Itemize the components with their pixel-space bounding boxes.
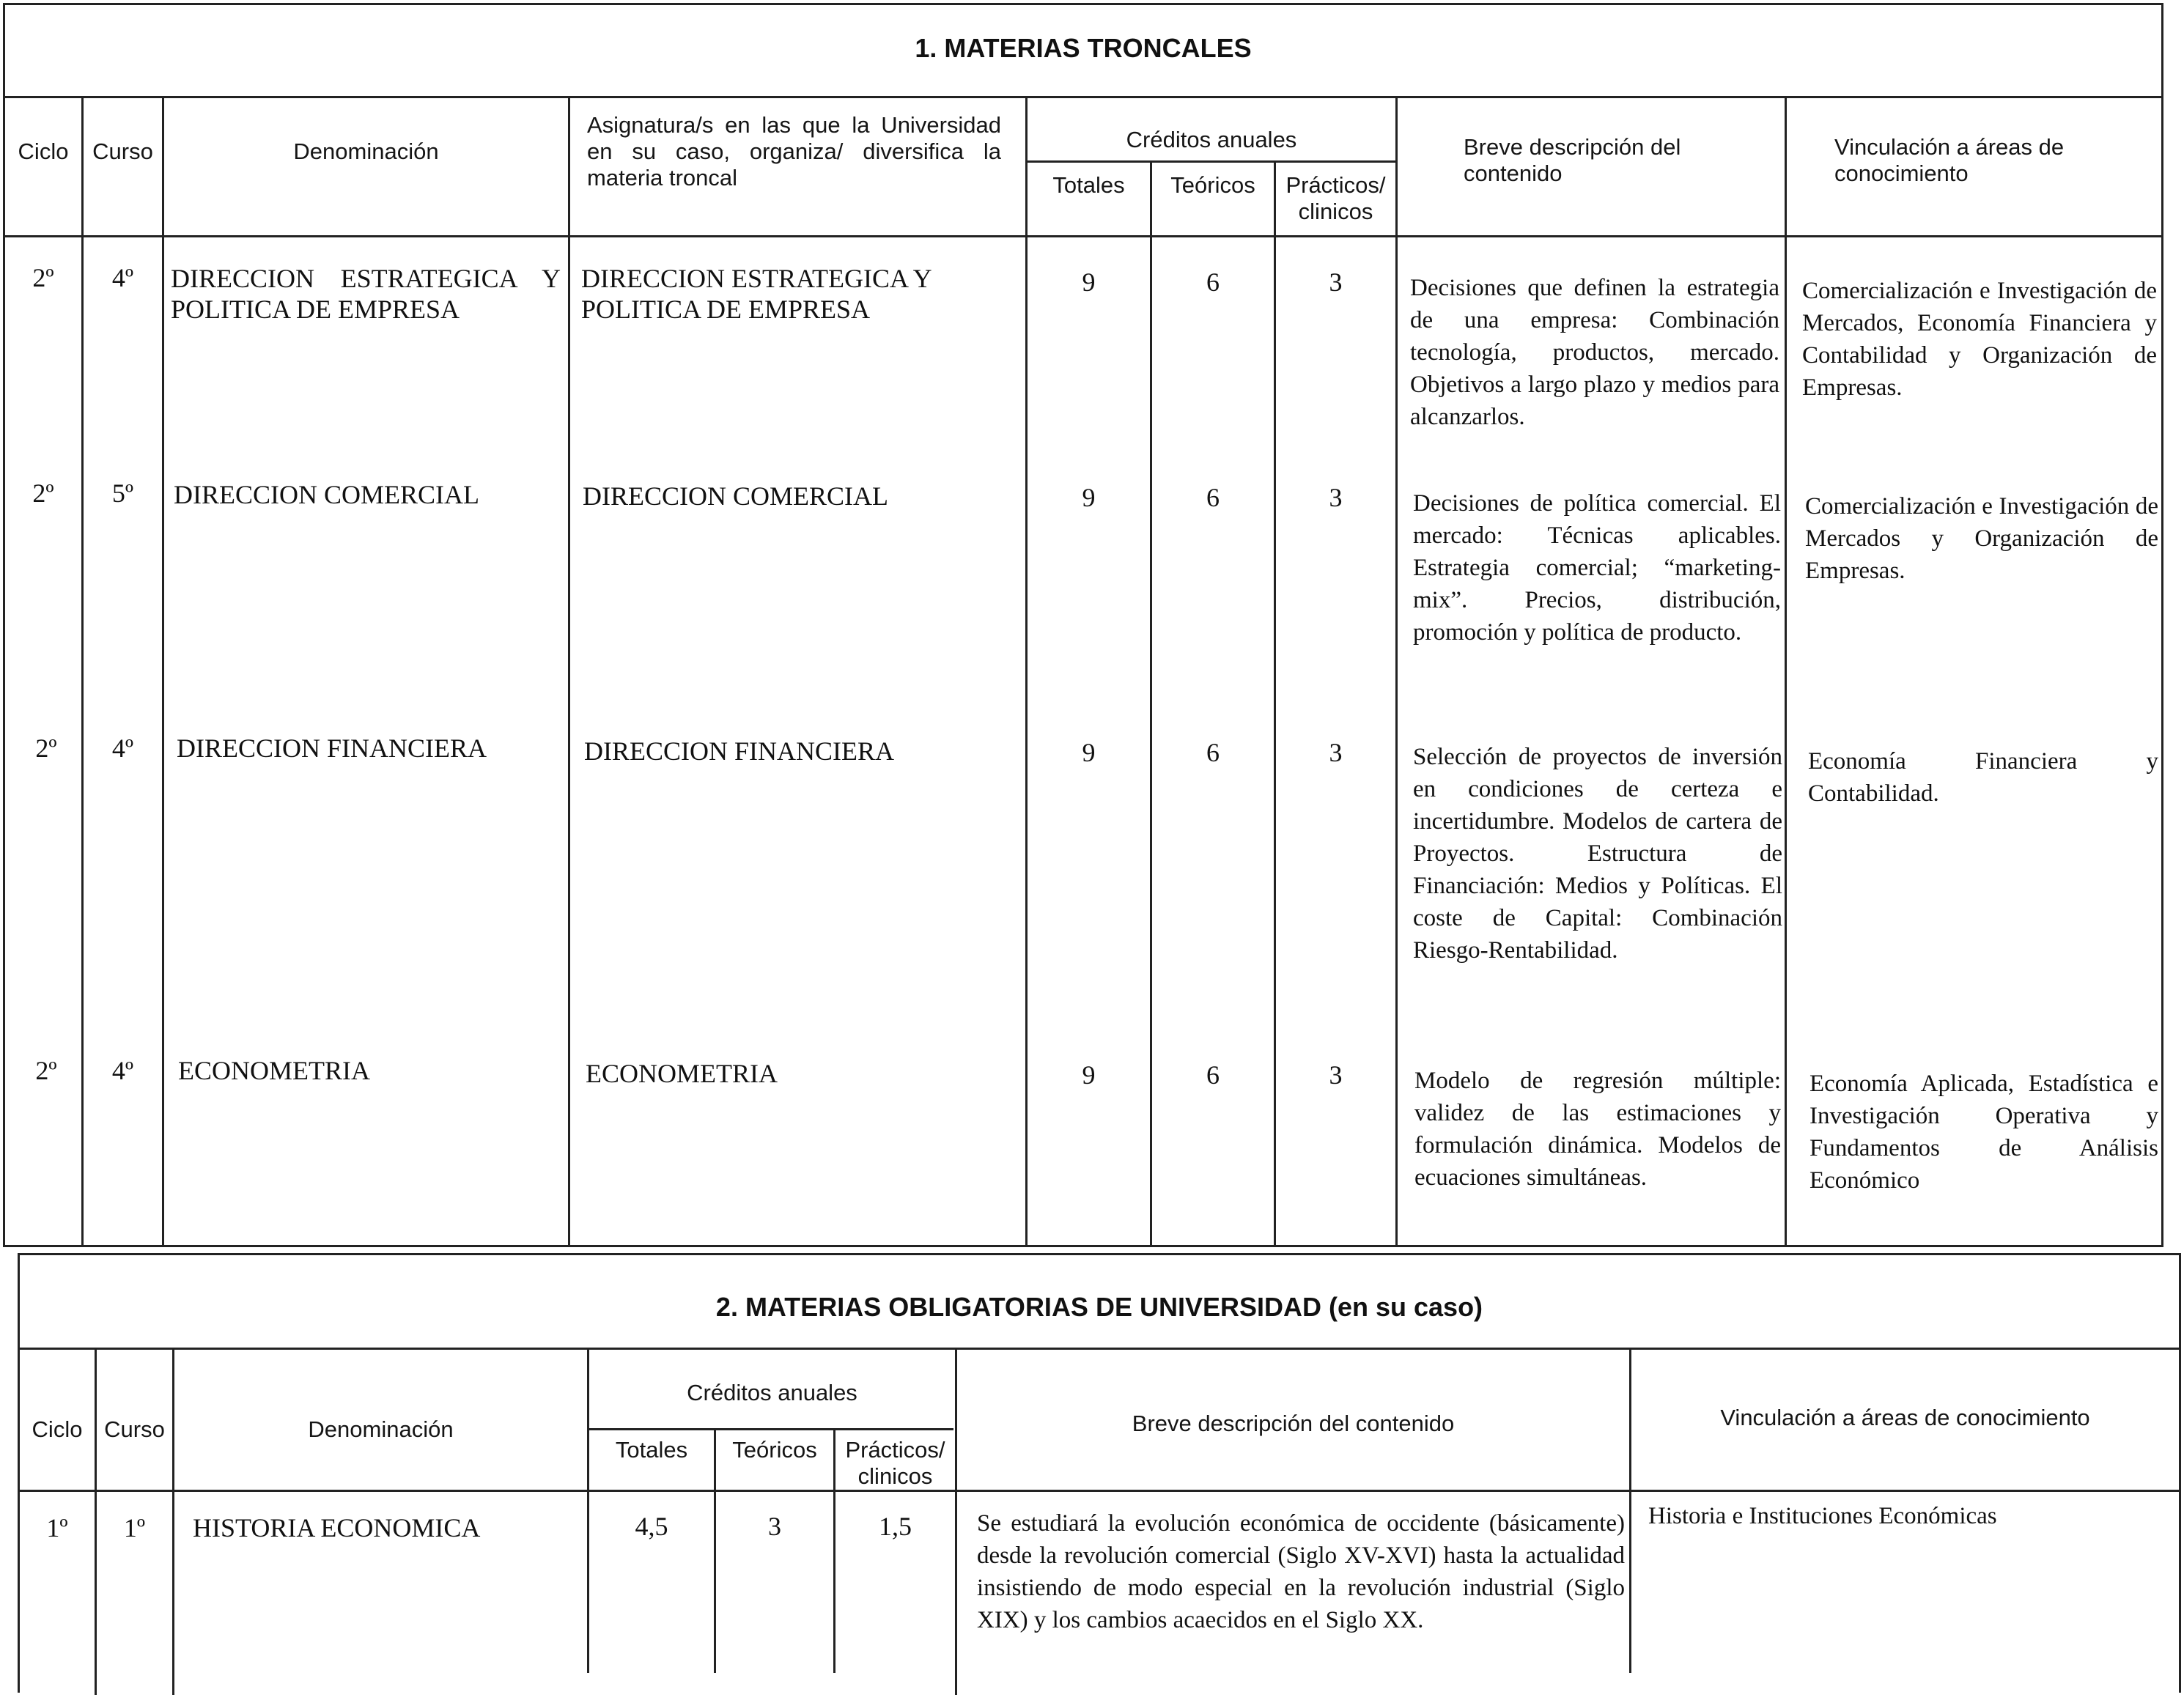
col-divider (1395, 96, 1398, 1245)
cell-asignatura: ECONOMETRIA (586, 1059, 778, 1088)
header-curso: Curso (92, 138, 153, 164)
header-teoricos: Teóricos (1170, 172, 1255, 198)
col-divider (714, 1428, 716, 1673)
cell-ciclo: 2º (35, 733, 57, 763)
cell-teoricos: 6 (1206, 738, 1220, 767)
cell-ciclo: 1º (46, 1513, 68, 1542)
cell-vinculacion: Comercialización e Investigación de Mercados, Economía Financiera y Contabilidad y Organización de Empresas. (1802, 278, 2157, 401)
header-totales: Totales (1052, 172, 1125, 198)
cell-descripcion: Modelo de regresión múltiple: validez de las estimaciones y formulación dinámica. Modelos de ecuaciones simultáneas. (1414, 1068, 1781, 1191)
col-divider (1629, 1348, 1631, 1673)
cell-teoricos: 6 (1206, 267, 1220, 297)
cell-denominacion: DIRECCION ESTRATEGICA Y POLITICA DE EMPRESA (171, 264, 561, 324)
cell-teoricos: 6 (1206, 483, 1220, 512)
cell-ciclo: 2º (32, 478, 54, 508)
cell-totales: 9 (1082, 738, 1096, 767)
cell-curso: 4º (111, 733, 134, 763)
cell-ciclo: 2º (35, 1056, 57, 1085)
cell-curso: 4º (111, 263, 134, 292)
cell-descripcion: Decisiones que definen la estrategia de una empresa: Combinación tecnología, productos, mercado. Objetivos a largo plazo y medios para alcanzarlos. (1410, 275, 1779, 430)
header-teoricos: Teóricos (732, 1437, 817, 1463)
cell-asignatura: DIRECCION FINANCIERA (584, 736, 894, 766)
header-bottom-rule (5, 235, 2161, 237)
cell-curso: 5º (111, 478, 134, 508)
col-divider (162, 96, 164, 1245)
cell-ciclo: 2º (32, 263, 54, 292)
cell-curso: 1º (123, 1513, 146, 1542)
header-practicos: Prácticos/ clinicos (1285, 172, 1386, 224)
header-creditos: Créditos anuales (1126, 127, 1297, 152)
header-curso: Curso (104, 1416, 165, 1442)
header-descripcion: Breve descripción del contenido (1132, 1411, 1455, 1436)
header-ciclo: Ciclo (32, 1416, 83, 1442)
creditos-sub-rule (587, 1428, 953, 1430)
header-asignaturas: Asignatura/s en las que la Universidad en su caso, organiza/ diversifica la materia troncal (587, 112, 1001, 191)
cell-vinculacion: Economía Aplicada, Estadística e Investigación Operativa y Fundamentos de Análisis Económico (1809, 1071, 2158, 1194)
header-totales: Totales (615, 1437, 688, 1463)
cell-denominacion: ECONOMETRIA (178, 1056, 370, 1085)
header-top-rule (20, 1348, 2179, 1350)
cell-vinculacion: Historia e Instituciones Económicas (1648, 1503, 1997, 1529)
col-divider (568, 96, 570, 1245)
cell-totales: 9 (1082, 1060, 1096, 1090)
cell-practicos: 3 (1329, 1060, 1343, 1090)
table-materias-obligatorias (18, 1253, 2181, 1693)
col-divider (955, 1348, 957, 1695)
section-title: 2. MATERIAS OBLIGATORIAS DE UNIVERSIDAD (en su caso) (715, 1292, 1483, 1322)
cell-vinculacion: Economía Financiera y Contabilidad. (1808, 748, 2158, 807)
header-creditos: Créditos anuales (687, 1380, 857, 1405)
cell-practicos: 3 (1329, 738, 1343, 767)
cell-descripcion: Se estudiará la evolución económica de occidente (básicamente) desde la revolución comercial (Siglo XV-XVI) hasta la actualidad insistiendo de modo especial en la revolución industrial (Siglo XIX) y los cambios acaecidos en el Siglo XX. (977, 1510, 1625, 1633)
cell-totales: 9 (1082, 483, 1096, 512)
cell-teoricos: 6 (1206, 1060, 1220, 1090)
header-vinculacion: Vinculación a áreas de conocimiento (1720, 1405, 2090, 1430)
cell-totales: 4,5 (635, 1512, 668, 1541)
cell-curso: 4º (111, 1056, 134, 1085)
cell-totales: 9 (1082, 267, 1096, 297)
cell-asignatura: DIRECCION COMERCIAL (583, 481, 889, 511)
cell-practicos: 3 (1329, 483, 1343, 512)
cell-denominacion: HISTORIA ECONOMICA (193, 1513, 481, 1542)
cell-practicos: 1,5 (879, 1512, 912, 1541)
cell-teoricos: 3 (768, 1512, 781, 1541)
header-denominacion: Denominación (293, 138, 439, 164)
header-vinculacion: Vinculación a áreas de conocimiento (1834, 134, 2065, 186)
cell-vinculacion: Comercialización e Investigación de Mercados y Organización de Empresas. (1805, 493, 2158, 584)
cell-practicos: 3 (1329, 267, 1343, 297)
header-denominacion: Denominación (308, 1416, 454, 1442)
cell-descripcion: Selección de proyectos de inversión en condiciones de certeza e incertidumbre. Modelos de cartera de Proyectos. Estructura de Financiación: Medios y Políticas. El coste de Capital: Combinación Riesgo-Rentabilidad. (1413, 744, 1782, 964)
table-materias-troncales (3, 3, 2163, 1247)
header-descripcion: Breve descripción del contenido (1464, 134, 1681, 186)
cell-denominacion: DIRECCION COMERCIAL (174, 480, 480, 509)
cell-asignatura: DIRECCION ESTRATEGICA Y POLITICA DE EMPRESA (581, 264, 931, 324)
col-divider (172, 1348, 174, 1695)
col-divider (1785, 96, 1787, 1245)
cell-descripcion: Decisiones de política comercial. El mercado: Técnicas aplicables. Estrategia comercial; “marketing-mix”. Precios, distribución, promoción y política de producto. (1413, 490, 1781, 646)
creditos-sub-rule (1025, 160, 1395, 163)
header-top-rule (5, 96, 2161, 98)
section-title: 1. MATERIAS TRONCALES (915, 33, 1252, 63)
header-ciclo: Ciclo (18, 138, 69, 164)
header-bottom-rule (20, 1490, 2179, 1492)
header-practicos: Prácticos/ clinicos (845, 1437, 945, 1489)
cell-denominacion: DIRECCION FINANCIERA (177, 733, 487, 763)
